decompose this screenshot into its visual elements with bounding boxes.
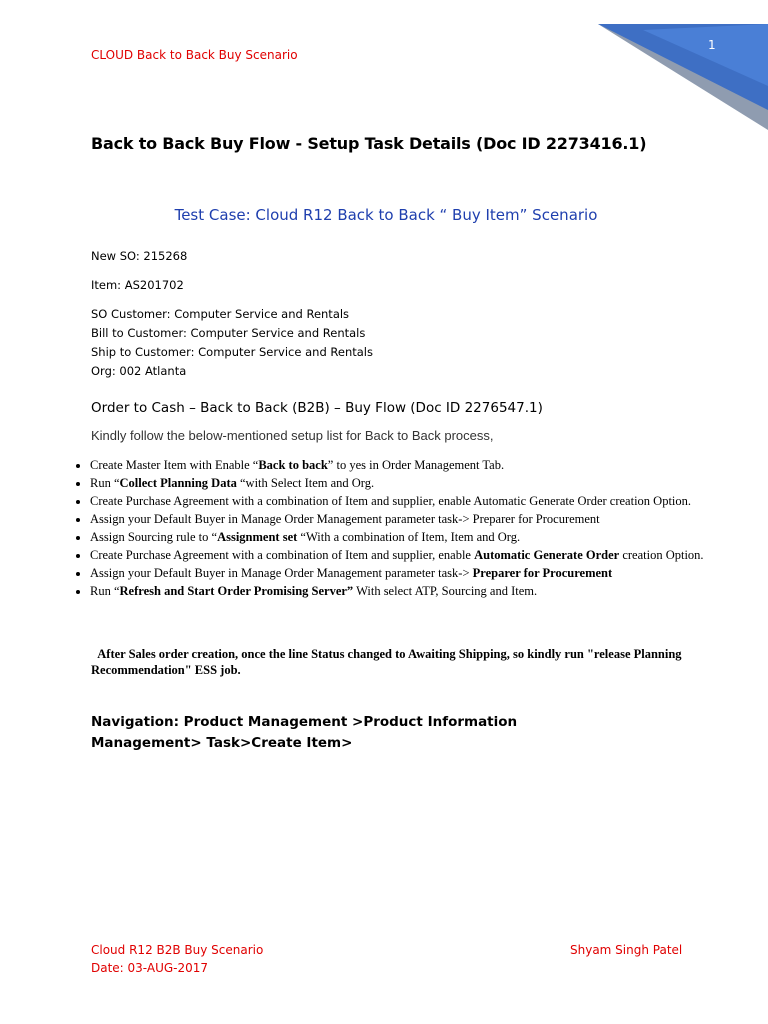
section-heading: Order to Cash – Back to Back (B2B) – Buy Flow (Doc ID 2276547.1) [91,400,543,416]
list-item: • Run “Collect Planning Data “with Select Item and Org. [90,476,710,491]
list-item: • Assign Sourcing rule to “Assignment set “With a combination of Item, Item and Org. [90,530,710,545]
bill-to-field: Bill to Customer: Computer Service and Rentals [91,326,366,340]
setup-task-list [60,458,710,602]
test-case-heading: Test Case: Cloud R12 Back to Back “ Buy Item” Scenario [174,206,598,224]
ship-to-field: Ship to Customer: Computer Service and Rentals [91,345,373,359]
intro-text: Kindly follow the below-mentioned setup list for Back to Back process, [91,428,494,443]
list-item: • Create Master Item with Enable “Back to back” to yes in Order Management Tab. [90,458,710,473]
corner-decoration [598,0,768,130]
note-paragraph: After Sales order creation, once the line Status changed to Awaiting Shipping, so kindly run "release Planning Recommendation" ESS job. [91,647,682,677]
list-item: • Assign your Default Buyer in Manage Order Management parameter task-> Preparer for Procurement [90,512,710,527]
list-item: • Create Purchase Agreement with a combination of Item and supplier, enable Automatic Generate Order creation Option. [90,548,710,563]
new-so-field: New SO: 215268 [91,249,188,263]
navigation-path: Navigation: Product Management >Product Information Management> Task>Create Item> [91,714,518,751]
header-title: CLOUD Back to Back Buy Scenario [91,48,298,62]
page-number: 1 [708,38,716,52]
footer-scenario: Cloud R12 B2B Buy Scenario [91,943,264,957]
list-item: • Assign your Default Buyer in Manage Order Management parameter task-> Preparer for Procurement [90,566,710,581]
so-customer-field: SO Customer: Computer Service and Rentals [91,307,350,321]
document-title: Back to Back Buy Flow - Setup Task Details (Doc ID 2273416.1) [91,134,647,153]
footer-date: Date: 03-AUG-2017 [91,961,209,975]
org-field: Org: 002 Atlanta [91,364,187,378]
item-field: Item: AS201702 [91,278,184,292]
footer-author: Shyam Singh Patel [570,943,683,957]
list-item: • Create Purchase Agreement with a combination of Item and supplier, enable Automatic Generate Order creation Option. [90,494,710,509]
list-item: • Run “Refresh and Start Order Promising Server” With select ATP, Sourcing and Item. [90,584,710,599]
